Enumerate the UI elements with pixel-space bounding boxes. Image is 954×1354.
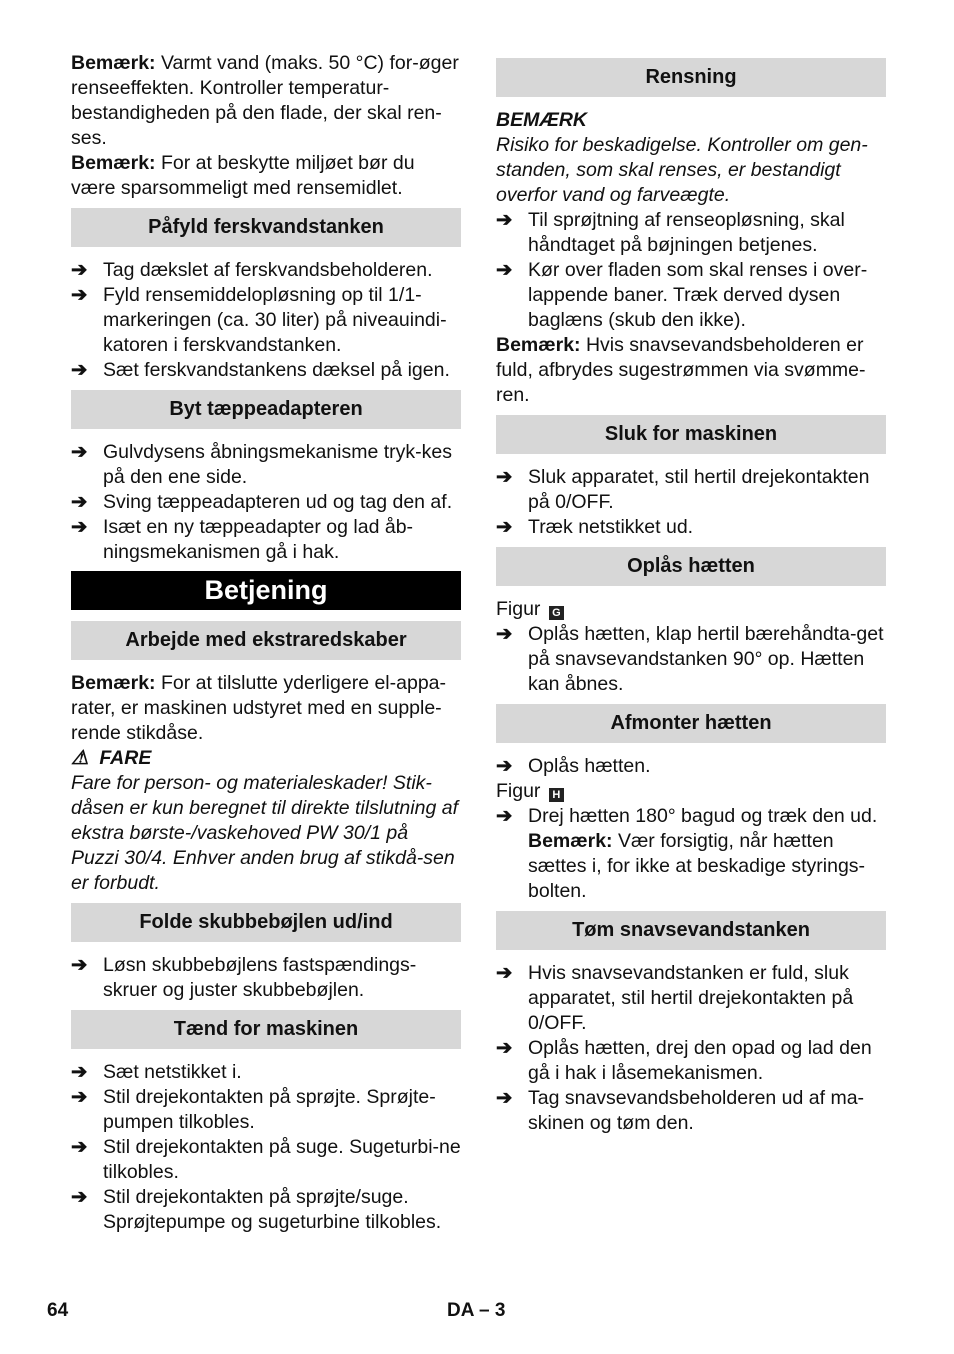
arrow-right-icon: ➔ — [496, 1087, 513, 1109]
list-item: ➔ Fyld rensemiddelopløsning op til 1/1-markeringen (ca. 30 liter) på niveauindi-katoren i ferskvandstanken. — [71, 284, 447, 356]
section-header: Tøm snavsevandstanken — [496, 911, 886, 950]
arrow-right-icon: ➔ — [496, 209, 513, 231]
arrow-right-icon: ➔ — [71, 954, 88, 976]
arrow-right-icon: ➔ — [496, 259, 513, 281]
note-paragraph: Bemærk: For at beskytte miljøet bør du være sparsommeligt med rensemidlet. — [71, 152, 415, 199]
list-item: ➔ Træk netstikket ud. — [496, 516, 694, 538]
arrow-right-icon: ➔ — [496, 516, 513, 538]
list-item: ➔ Kør over fladen som skal renses i over-lappende baner. Træk derved dysen baglæns (skub den ikke). — [496, 259, 868, 331]
list-item: ➔ Stil drejekontakten på sprøjte/suge. Sprøjtepumpe og sugeturbine tilkobles. — [71, 1186, 442, 1233]
list-item: ➔ Oplås hætten, drej den opad og lad den gå i hak i låsemekanismen. — [496, 1037, 872, 1084]
arrow-right-icon: ➔ — [496, 805, 513, 827]
note-paragraph: Bemærk: Hvis snavsevandsbeholderen er fuld, afbrydes sugestrømmen via svømme-ren. — [496, 334, 866, 406]
arrow-right-icon: ➔ — [71, 1061, 88, 1083]
arrow-right-icon: ➔ — [71, 516, 88, 538]
list-item: ➔ Tag snavsevandsbeholderen ud af ma-skinen og tøm den. — [496, 1087, 865, 1134]
arrow-right-icon: ➔ — [496, 755, 513, 777]
left-column — [71, 51, 461, 1235]
chapter-title: Betjening — [71, 571, 461, 610]
figure-reference: Figur G — [496, 597, 886, 622]
warning-text: Fare for person- og materialeskader! Stik-dåsen er kun beregnet til direkte tilslutning af ekstra børste-/vaskehoved PW 30/1 på Puzzi 30/4. Enhver anden brug af stikdå-sen er forbudt. — [71, 772, 458, 894]
list-item: ➔ Sæt ferskvandstankens dæksel på igen. — [71, 359, 450, 381]
arrow-right-icon: ➔ — [496, 962, 513, 984]
warning-text: Risiko for beskadigelse. Kontroller om gen-standen, som skal renses, er bestandigt overfor vand og farveægte. — [496, 134, 868, 206]
arrow-right-icon: ➔ — [496, 623, 513, 645]
section-header: Arbejde med ekstraredskaber — [71, 621, 461, 660]
warning-heading: ⚠ FARE — [71, 747, 152, 769]
note-paragraph: Bemærk: For at tilslutte yderligere el-appa-rater, er maskinen udstyret med en supple-rende stikdåse. — [71, 672, 447, 744]
section-header: Oplås hætten — [496, 547, 886, 586]
section-header: Rensning — [496, 58, 886, 97]
warning-icon: ⚠ — [71, 747, 89, 769]
list-item: ➔ Til sprøjtning af renseopløsning, skal håndtaget på bøjningen betjenes. — [496, 209, 845, 256]
list-item: ➔ Løsn skubbebøjlens fastspændings-skruer og juster skubbebøjlen. — [71, 954, 417, 1001]
section-header: Afmonter hætten — [496, 704, 886, 743]
arrow-right-icon: ➔ — [71, 259, 88, 281]
arrow-right-icon: ➔ — [71, 1086, 88, 1108]
list-item: ➔ Drej hætten 180° bagud og træk den ud. Bemærk: Vær forsigtig, når hætten sættes i, for ikke at beskadige styrings-bolten. — [496, 805, 878, 902]
list-item: ➔ Tag dækslet af ferskvandsbeholderen. — [71, 259, 433, 281]
list-item: ➔ Hvis snavsevandstanken er fuld, sluk apparatet, stil hertil drejekontakten på 0/OFF. — [496, 962, 854, 1034]
arrow-right-icon: ➔ — [496, 1037, 513, 1059]
section-label: DA – 3 — [447, 1300, 506, 1321]
arrow-right-icon: ➔ — [496, 466, 513, 488]
arrow-right-icon: ➔ — [71, 441, 88, 463]
list-item: ➔ Stil drejekontakten på suge. Sugeturbi-ne tilkobles. — [71, 1136, 461, 1183]
arrow-right-icon: ➔ — [71, 284, 88, 306]
section-header: Sluk for maskinen — [496, 415, 886, 454]
list-item: ➔ Stil drejekontakten på sprøjte. Sprøjte-pumpen tilkobles. — [71, 1086, 436, 1133]
arrow-right-icon: ➔ — [71, 491, 88, 513]
section-header: Påfyld ferskvandstanken — [71, 208, 461, 247]
warning-heading: BEMÆRK — [496, 109, 587, 131]
list-item: ➔ Gulvdysens åbningsmekanisme tryk-kes på den ene side. — [71, 441, 452, 488]
section-header: Byt tæppeadapteren — [71, 390, 461, 429]
figure-reference: Figur H — [496, 779, 886, 804]
list-item: ➔ Isæt en ny tæppeadapter og lad åb-ningsmekanismen gå i hak. — [71, 516, 414, 563]
list-item: ➔ Sving tæppeadapteren ud og tag den af. — [71, 491, 453, 513]
list-item: ➔ Sluk apparatet, stil hertil drejekontakten på 0/OFF. — [496, 466, 870, 513]
arrow-right-icon: ➔ — [71, 1136, 88, 1158]
list-item: ➔ Oplås hætten. — [496, 755, 651, 777]
page-number: 64 — [47, 1300, 69, 1321]
section-header: Folde skubbebøjlen ud/ind — [71, 903, 461, 942]
note-paragraph: Bemærk: Varmt vand (maks. 50 °C) for-øger renseeffekten. Kontroller temperatur-bestandigheden på den flade, der skal ren-ses. — [71, 52, 459, 149]
list-item: ➔ Sæt netstikket i. — [71, 1061, 242, 1083]
arrow-right-icon: ➔ — [71, 1186, 88, 1208]
section-header: Tænd for maskinen — [71, 1010, 461, 1049]
figure-h-icon: H — [549, 788, 564, 802]
arrow-right-icon: ➔ — [71, 359, 88, 381]
right-column — [496, 51, 886, 1136]
list-item: ➔ Oplås hætten, klap hertil bærehåndta-get på snavsevandstanken 90° op. Hætten kan åbnes. — [496, 623, 884, 695]
figure-g-icon: G — [549, 606, 564, 620]
